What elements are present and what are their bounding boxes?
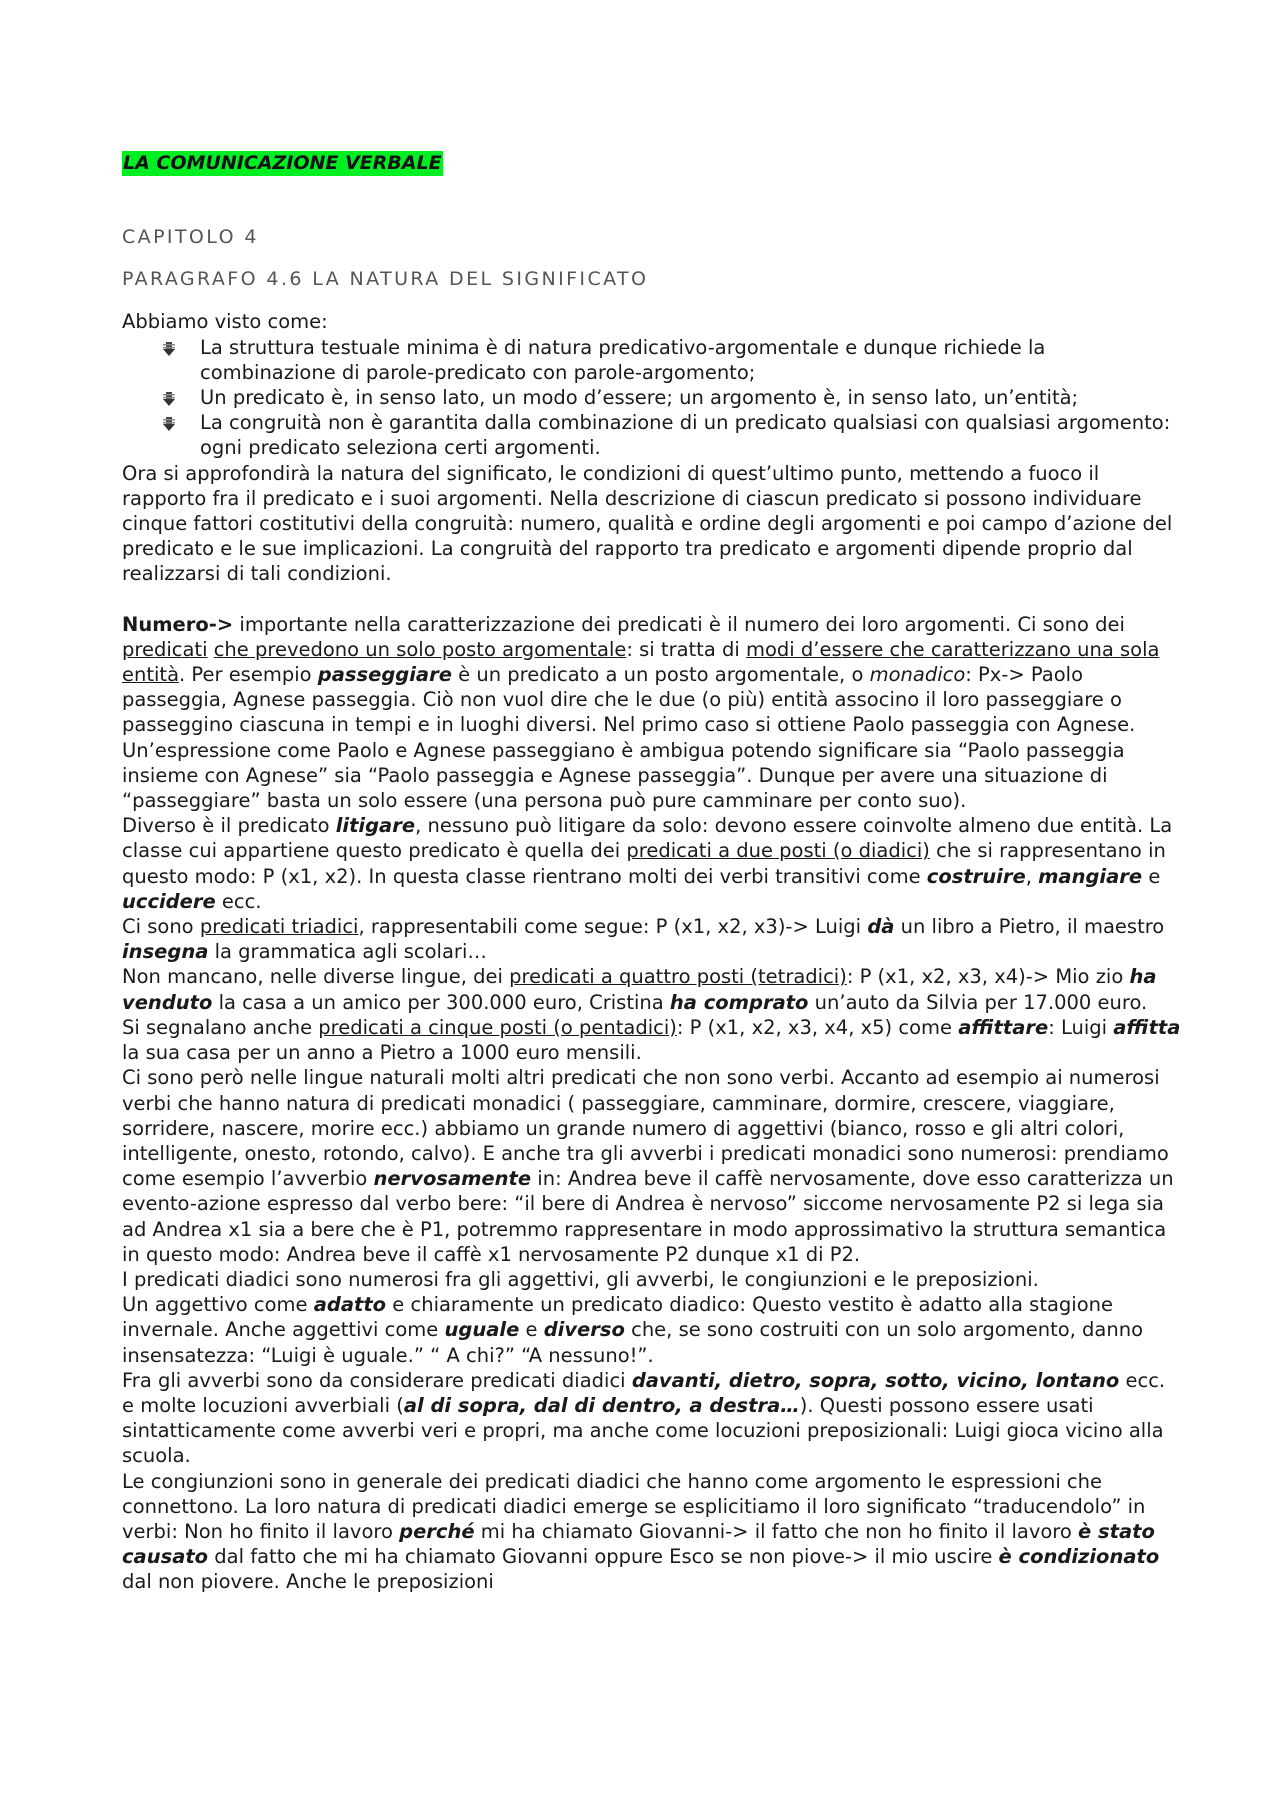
body-paragraph-tetradici	[122, 964, 1182, 1014]
text-run: che si rappresentano in questo modo: P (x1, x2). In questa classe rientrano molti dei verbi transitivi come	[122, 839, 1166, 888]
text-run: e	[519, 1318, 544, 1342]
document-body	[122, 150, 1182, 1595]
body-paragraph-diadici	[122, 813, 1182, 914]
text-run: la sua casa per un anno a Pietro a 1000 euro mensili.	[122, 1041, 642, 1065]
intro-line: Abbiamo visto come:	[122, 310, 328, 334]
bullet-text: Un predicato è, in senso lato, un modo d’essere; un argomento è, in senso lato, un’entità;	[200, 386, 1079, 410]
emphasis-term: dà	[867, 915, 895, 939]
text-run: Fra gli avverbi sono da considerare predicati diadici	[122, 1368, 632, 1392]
emphasis-term: affitta	[1113, 1015, 1181, 1039]
text-run: : P (x1, x2, x3, x4, x5) come	[676, 1015, 959, 1039]
bullet-text: La struttura testuale minima è di natura predicativo-argomentale e dunque richiede la combinazione di parole-predicato con parole-argomento;	[200, 335, 1046, 384]
body-paragraph-triadici	[122, 914, 1182, 964]
emphasis-term: è stato causato	[122, 1519, 1155, 1569]
text-run: Un aggettivo come	[122, 1293, 314, 1317]
text-run: ). Questi possono essere usati sintatticamente come avverbi veri e propri, ma anche come locuzioni preposizionali: Luigi gioca vicino alla scuola.	[122, 1393, 1164, 1468]
emphasis-term: al di sopra, dal di dentro, a destra…	[403, 1393, 800, 1417]
text-run: Ci sono però nelle lingue naturali molti altri predicati che non sono verbi. Accanto ad esempio ai numerosi verbi che hanno natura di predicati monadici ( passeggiare, camminare, dormire, crescere, viaggiare, sorridere, nascere, morire ecc.) abbiamo un grande numero di aggettivi (bianco, rosso e gli altri colori, intelligente, onesto, rotondo, calvo). E anche tra gli avverbi i predicati monadici sono numerosi: prendiamo come esempio l’avverbio	[122, 1066, 1169, 1191]
arrow-down-bullet-icon	[162, 417, 176, 431]
emphasis-term: passeggiare	[317, 663, 452, 687]
list-item	[200, 335, 1182, 385]
text-run: e chiaramente un predicato diadico: Questo vestito è adatto alla stagione invernale. Anche aggettivi come	[122, 1293, 1114, 1342]
underlined-text: predicati a cinque posti (o pentadici)	[318, 1015, 677, 1039]
text-run: , nessuno può litigare da solo: devono essere coinvolte almeno due entità. La classe cui appartiene questo predicato è quella dei	[122, 814, 1173, 863]
emphasis-term: diverso	[543, 1318, 625, 1342]
text-run: ,	[1025, 864, 1039, 888]
emphasis-term: costruire	[926, 864, 1026, 888]
text-run: un’auto da Silvia per 17.000 euro.	[808, 990, 1148, 1014]
text-run: e	[1142, 864, 1161, 888]
text-run: la casa a un amico per 300.000 euro, Cristina	[212, 990, 670, 1014]
text-run: la grammatica agli scolari…	[208, 940, 487, 964]
body-paragraph-congiunzioni	[122, 1469, 1182, 1595]
emphasis-term: uguale	[444, 1318, 520, 1342]
emphasis-term: è condizionato	[998, 1545, 1160, 1569]
bullet-text: La congruità non è garantita dalla combinazione di un predicato qualsiasi con qualsiasi argomento: ogni predicato seleziona certi argomenti.	[200, 411, 1171, 460]
text-run: . Per esempio	[179, 663, 318, 687]
underlined-text: predicati	[122, 637, 208, 661]
text-run: che, se sono costruiti con un solo argomento, danno insensatezza: “Luigi è uguale.” “ A chi?” “A nessuno!”.	[122, 1318, 1144, 1367]
text-run: ecc.	[215, 889, 262, 913]
body-paragraph-numero	[122, 612, 1182, 814]
underlined-text: modi d’essere che caratterizzano una sola entità	[122, 637, 1160, 687]
body-paragraph-aggettivi	[122, 1292, 1182, 1368]
text-run: : Luigi	[1048, 1015, 1114, 1039]
bullet-list	[122, 335, 1182, 461]
body-paragraph-avverbi	[122, 1368, 1182, 1469]
paragraph-heading: PARAGRAFO 4.6 LA NATURA DEL SIGNIFICATO	[122, 268, 649, 291]
body-paragraph-1: Ora si approfondirà la natura del significato, le condizioni di quest’ultimo punto, mettendo a fuoco il rapporto fra il predicato e i suoi argomenti. Nella descrizione di ciascun predicato si possono individuare cinque fattori costitutivi della congruità: numero, qualità e ordine degli argomenti e poi campo d’azione del predicato e le sue implicazioni. La congruità del rapporto tra predicato e argomenti dipende proprio dal realizzarsi di tali condizioni.	[122, 461, 1173, 586]
arrow-down-bullet-icon	[162, 392, 176, 406]
arrow-down-bullet-icon	[162, 342, 176, 356]
page-title: LA COMUNICAZIONE VERBALE	[123, 152, 442, 174]
text-run: Diverso è il predicato	[122, 814, 336, 838]
emphasis-term: ha venduto	[122, 965, 1157, 1014]
list-item	[200, 410, 1182, 460]
underlined-text: predicati triadici	[199, 915, 359, 939]
emphasis-term: ha comprato	[669, 990, 809, 1014]
text-run: Si segnalano anche	[122, 1015, 319, 1039]
text-run: un libro a Pietro, il maestro	[894, 915, 1165, 939]
text-run: dal non piovere. Anche le preposizioni	[122, 1570, 494, 1594]
text-run: mi ha chiamato Giovanni-> il fatto che non ho finito il lavoro	[474, 1519, 1079, 1543]
body-paragraph-non-verbi	[122, 1065, 1182, 1267]
text-run: in: Andrea beve il caffè nervosamente, dove esso caratterizza un evento-azione espresso dal verbo bere: “il bere di Andrea è nervoso” siccome nervosamente P2 si lega sia ad Andrea x1 sia a bere che è P1, potremmo rappresentare in modo approssimativo la struttura semantica in questo modo: Andrea beve il caffè x1 nervosamente P2 dunque x1 di P2.	[122, 1167, 1174, 1266]
text-run: : Px-> Paolo passeggia, Agnese passeggia. Ciò non vuol dire che le due (o più) entità associno il loro passeggiare o passeggino ciascuna in tempi e in luoghi diversi. Nel primo caso si ottiene Paolo passeggia con Agnese. Un’espressione come Paolo e Agnese passeggiano è ambigua potendo significare sia “Paolo passeggia insieme con Agnese” sia “Paolo passeggia e Agnese passeggia”. Dunque per avere una situazione di “passeggiare” basta un solo essere (una persona può pure camminare per conto suo).	[122, 663, 1136, 813]
emphasis-term: litigare	[335, 814, 416, 838]
underlined-text: che prevedono un solo posto argomentale	[213, 637, 627, 661]
italic-term: monadico	[869, 663, 966, 687]
underlined-text: predicati a due posti (o diadici)	[626, 839, 930, 863]
emphasis-term: davanti, dietro, sopra, sotto, vicino, lontano	[631, 1368, 1120, 1392]
chapter-heading: CAPITOLO 4	[122, 226, 259, 248]
emphasis-term: nervosamente	[373, 1167, 532, 1191]
text-run: Le congiunzioni sono in generale dei predicati diadici che hanno come argomento le espressioni che connettono. La loro natura di predicati diadici emerge se esplicitiamo il loro significato “traducendolo” in verbi: Non ho finito il lavoro	[122, 1469, 1146, 1543]
underlined-text: predicati a quattro posti (tetradici)	[509, 965, 847, 989]
text-run: : si tratta di	[626, 637, 746, 661]
body-paragraph-diadici-numerosi: I predicati diadici sono numerosi fra gli aggettivi, gli avverbi, le congiunzioni e le preposizioni.	[122, 1267, 1039, 1291]
blank-line	[122, 587, 1182, 612]
text-run: Ci sono	[122, 915, 200, 939]
text-run: importante nella caratterizzazione dei predicati è il numero dei loro argomenti. Ci sono dei	[233, 612, 1125, 636]
text-run: dal fatto che mi ha chiamato Giovanni oppure Esco se non piove-> il mio uscire	[208, 1545, 999, 1569]
text-run: ecc. e molte locuzioni avverbiali (	[122, 1368, 1166, 1417]
emphasis-term: uccidere	[122, 889, 216, 913]
body-paragraph-pentadici	[122, 1015, 1182, 1065]
text-run: è un predicato a un posto argomentale, o	[451, 663, 870, 687]
text-run: Non mancano, nelle diverse lingue, dei	[122, 965, 510, 989]
emphasis-term: insegna	[122, 940, 209, 964]
text-run: : P (x1, x2, x3, x4)-> Mio zio	[846, 965, 1130, 989]
emphasis-term: affittare	[958, 1015, 1049, 1039]
list-item	[200, 385, 1182, 410]
term-numero: Numero->	[122, 612, 234, 636]
text-run: , rappresentabili come segue: P (x1, x2, x3)-> Luigi	[358, 915, 868, 939]
emphasis-term: perché	[399, 1519, 475, 1543]
emphasis-term: mangiare	[1038, 864, 1143, 888]
emphasis-term: adatto	[313, 1293, 387, 1317]
